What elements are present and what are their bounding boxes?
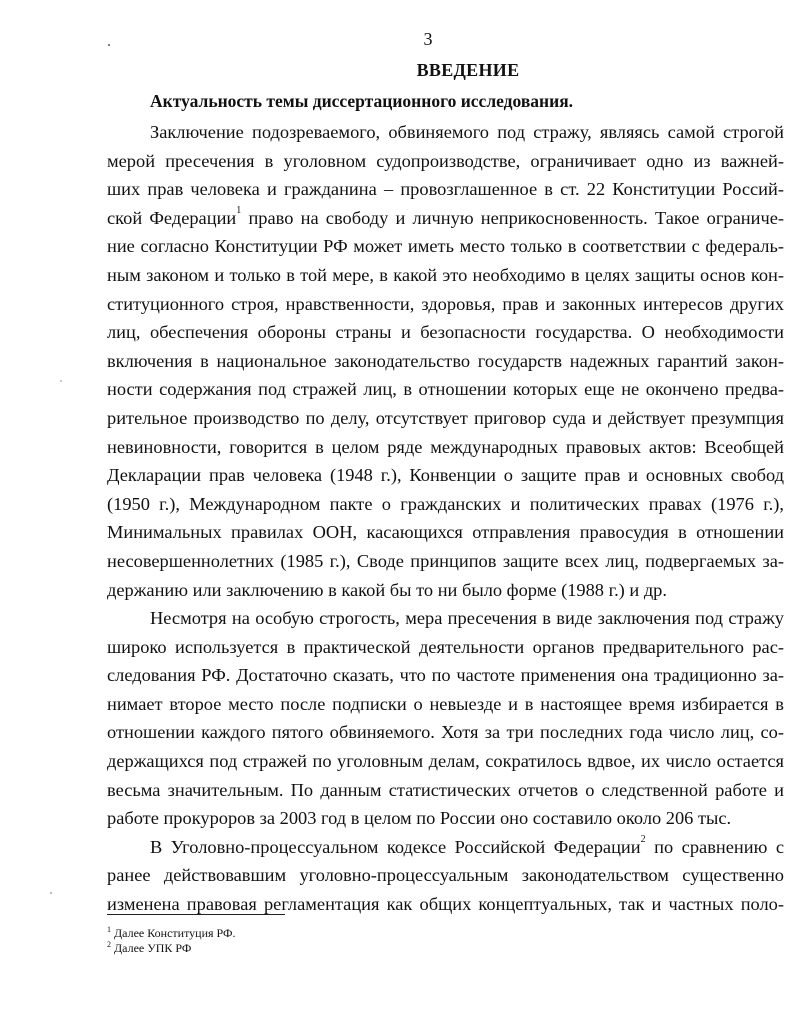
text-line: включения в национальное законодательство государств надежных гарантий закон- bbox=[107, 350, 784, 371]
text-line: ших прав человека и гражданина – провозглашенное в ст. 22 Конституции Россий- bbox=[107, 179, 784, 200]
text-fragment: по сравнению с bbox=[654, 836, 784, 857]
text-line: Несмотря на особую строгость, мера пресечения в виде заключения под стражу bbox=[150, 608, 784, 629]
body-text bbox=[107, 118, 784, 919]
footnote-mark: 2 bbox=[107, 940, 111, 949]
footnote-ref[interactable]: 1 bbox=[236, 204, 242, 216]
text-fragment: В Уголовно-процессуальном кодексе Российской Федерации bbox=[150, 836, 641, 857]
text-fragment: ской Федерации bbox=[107, 207, 237, 228]
footnote-divider bbox=[107, 914, 285, 915]
text-line: ституционного строя, нравственности, здоровья, прав и законных интересов других bbox=[107, 293, 784, 314]
paragraph bbox=[107, 833, 784, 919]
scan-speck bbox=[60, 380, 62, 382]
text-line: широко используется в практической деятельности органов предварительного рас- bbox=[107, 636, 784, 657]
paragraph bbox=[107, 604, 784, 833]
footnote bbox=[107, 941, 235, 956]
text-line: изменена правовая регламентация как общих концептуальных, так и частных поло- bbox=[107, 894, 784, 915]
text-line bbox=[107, 833, 784, 862]
scan-speck bbox=[108, 44, 110, 46]
section-title: ВВЕДЕНИЕ bbox=[416, 60, 520, 80]
text-line: весьма значительным. По данным статистических отчетов о следственной работе и bbox=[107, 779, 784, 800]
text-line: Минимальных правилах ООН, касающихся отправления правосудия в отношении bbox=[107, 522, 784, 543]
text-line: работе прокуроров за 2003 год в целом по России оно составило около 206 тыс. bbox=[107, 808, 732, 829]
footnote-text: Далее УПК РФ bbox=[114, 941, 192, 955]
text-line: мерой пресечения в уголовном судопроизводстве, ограничивает одно из важней- bbox=[107, 150, 784, 171]
text-line: ние согласно Конституции РФ может иметь место только в соответствии с федераль- bbox=[107, 236, 784, 257]
page-number: 3 bbox=[423, 29, 433, 49]
text-line: ным законом и только в той мере, в какой это необходимо в целях защиты основ кон- bbox=[107, 264, 784, 285]
text-line: держанию или заключению в какой бы то ни было форме (1988 г.) и др. bbox=[107, 579, 667, 600]
footnote-text: Далее Конституция РФ. bbox=[114, 926, 236, 940]
text-line: несовершеннолетних (1985 г.), Своде принципов защите всех лиц, подвергаемых за- bbox=[107, 550, 784, 571]
text-line: лиц, обеспечения обороны страны и безопасности государства. О необходимости bbox=[107, 322, 784, 343]
text-line: невиновности, говорится в целом ряде международных правовых актов: Всеобщей bbox=[107, 436, 784, 457]
text-line bbox=[107, 204, 784, 233]
text-line: держащихся под стражей по уголовным делам, сократилось вдвое, их число остается bbox=[107, 751, 784, 772]
text-line: (1950 г.), Международном пакте о гражданских и политических правах (1976 г.), bbox=[107, 493, 784, 514]
text-line: Декларации прав человека (1948 г.), Конвенции о защите прав и основных свобод bbox=[107, 465, 784, 486]
footnote-mark: 1 bbox=[107, 925, 111, 934]
text-line: ности содержания под стражей лиц, в отношении которых еще не окончено предва- bbox=[107, 379, 784, 400]
section-subtitle: Актуальность темы диссертационного исследования. bbox=[150, 91, 574, 111]
paragraph bbox=[107, 118, 784, 604]
text-line: Заключение подозреваемого, обвиняемого под стражу, являясь самой строгой bbox=[150, 122, 784, 142]
text-line: рительное производство по делу, отсутствует приговор суда и действует презумпция bbox=[107, 407, 784, 428]
text-fragment: право на свободу и личную неприкосновенность. Такое ограниче- bbox=[248, 207, 784, 228]
text-line: ранее действовавшим уголовно-процессуальным законодательством существенно bbox=[107, 865, 784, 886]
footnote-ref[interactable]: 2 bbox=[640, 833, 646, 845]
scan-speck bbox=[50, 892, 52, 894]
text-line: отношении каждого пятого обвиняемого. Хотя за три последних года число лиц, со- bbox=[107, 722, 784, 743]
text-line: следования РФ. Достаточно сказать, что по частоте применения она традиционно за- bbox=[107, 665, 784, 686]
footnotes bbox=[107, 926, 235, 956]
footnote bbox=[107, 926, 235, 941]
text-line: нимает второе место после подписки о невыезде и в настоящее время избирается в bbox=[107, 693, 784, 714]
